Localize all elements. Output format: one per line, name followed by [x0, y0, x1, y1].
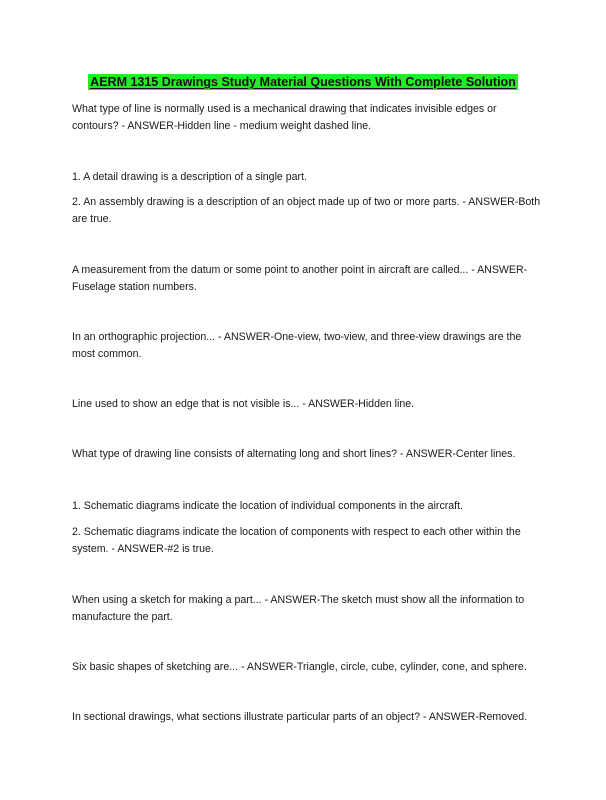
qa-paragraph-3: 2. An assembly drawing is a description of an object made up of two or more parts. - ANSWER-Both are true.: [72, 196, 541, 225]
qa-paragraph-6: Line used to show an edge that is not visible is... - ANSWER-Hidden line.: [72, 398, 415, 410]
qa-paragraph-2: 1. A detail drawing is a description of a single part.: [72, 171, 307, 183]
qa-paragraph-12: In sectional drawings, what sections illustrate particular parts of an object? - ANSWER-Removed.: [72, 711, 528, 723]
qa-paragraph-11: Six basic shapes of sketching are... - ANSWER-Triangle, circle, cube, cylinder, cone, and sphere.: [72, 661, 527, 673]
qa-paragraph-1: What type of line is normally used is a mechanical drawing that indicates invisible edges or contours? - ANSWER-Hidden line - medium weight dashed line.: [72, 103, 497, 132]
qa-paragraph-9: 2. Schematic diagrams indicate the location of components with respect to each other within the system. - ANSWER-#2 is true.: [72, 526, 521, 555]
qa-paragraph-8: 1. Schematic diagrams indicate the location of individual components in the aircraft.: [72, 500, 464, 512]
title-container: [0, 73, 606, 91]
qa-paragraph-4: A measurement from the datum or some point to another point in aircraft are called... - ANSWER-Fuselage station numbers.: [72, 264, 528, 293]
qa-paragraph-7: What type of drawing line consists of alternating long and short lines? - ANSWER-Center lines.: [72, 448, 516, 460]
qa-paragraph-5: In an orthographic projection... - ANSWER-One-view, two-view, and three-view drawings are the most common.: [72, 331, 522, 360]
qa-paragraph-10: When using a sketch for making a part... - ANSWER-The sketch must show all the information to manufacture the part.: [72, 594, 525, 623]
document-title: AERM 1315 Drawings Study Material Questions With Complete Solution: [90, 75, 516, 89]
